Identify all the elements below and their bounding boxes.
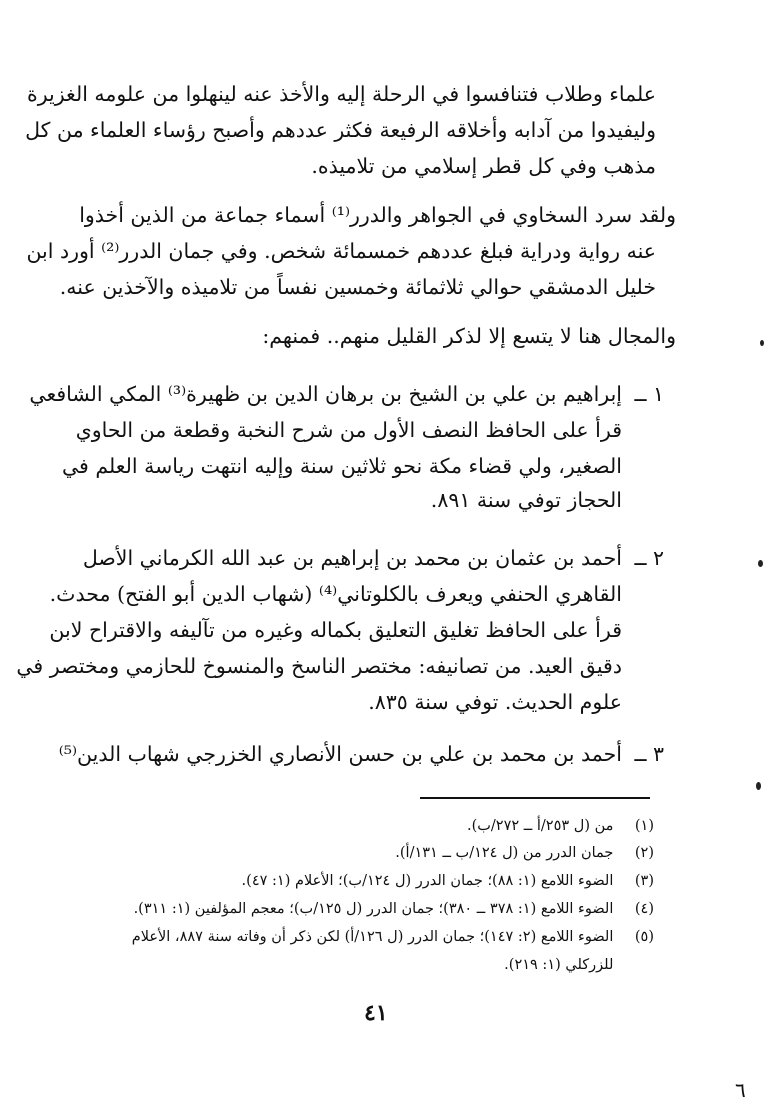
- text-line: دقيق العيد. من تصانيفه: مختصر الناسخ والمنسوخ للحازمي ومختصر في: [16, 654, 622, 678]
- footnote: [132, 929, 654, 945]
- text-line: والمجال هنا لا يتسع إلا لذكر القليل منهم.. فمنهم:: [262, 324, 676, 348]
- footnote: [242, 873, 654, 889]
- text-line: القاهري الحنفي ويعرف بالكلوتاني⁽⁴⁾ (شهاب الدين أبو الفتح) محدث.: [49, 582, 622, 606]
- entry-number: ٣ ــ: [634, 742, 664, 766]
- text-line: خليل الدمشقي حوالي ثلاثمائة وخمسين نفساً من تلاميذه والآخذين عنه.: [59, 275, 656, 299]
- footnote-text: الضوء اللامع (٢: ١٤٧)؛ جمان الدرر (ل ١٢٦/أ) لكن ذكر أن وفاته سنة ٨٨٧، الأعلام: [131, 929, 614, 945]
- entry-number: ٢ ــ: [634, 546, 664, 570]
- footnote-text: الضوء اللامع (١: ٣٧٨ ــ ٣٨٠)؛ جمان الدرر (ل ١٢٥/ب)؛ معجم المؤلفين (١: ٣١١).: [133, 901, 614, 917]
- text-line: علماء وطلاب فتنافسوا في الرحلة إليه والأخذ عنه لينهلوا من علومه الغزيرة: [26, 82, 656, 106]
- footnote: [504, 957, 654, 973]
- text-line: علوم الحديث. توفي سنة ٨٣٥.: [368, 690, 622, 714]
- text-line: وليفيدوا من آدابه وأخلاقه الرفيعة فكثر عددهم وأصبح رؤساء العلماء من كل: [25, 118, 656, 142]
- corner-mark: ٦: [735, 1078, 746, 1102]
- text-line: الحجاز توفي سنة ٨٩١.: [430, 488, 622, 512]
- footnote-number: (١): [634, 818, 654, 834]
- footnote-number: (٢): [634, 845, 654, 861]
- footnote-text: جمان الدرر من (ل ١٢٤/ب ــ ١٣١/أ).: [395, 845, 614, 861]
- second-paragraph: [26, 203, 676, 305]
- footnote-text: للزركلي (١: ٢١٩).: [504, 957, 614, 973]
- page-number: ٤١: [364, 1000, 388, 1026]
- scan-speck: [760, 340, 764, 346]
- intro-paragraph: [25, 82, 656, 184]
- footnote-divider: [420, 797, 650, 799]
- text-line: الصغير، ولي قضاء مكة نحو ثلاثين سنة وإليه انتهت رياسة العلم في: [61, 454, 622, 478]
- footnote: [467, 818, 654, 834]
- text-line: قرأ على الحافظ النصف الأول من شرح النخبة وقطعة من الحاوي: [75, 418, 622, 442]
- text-line: عنه رواية ودراية فبلغ عددهم خمسمائة شخص. وفي جمان الدرر⁽²⁾ أورد ابن: [26, 239, 656, 263]
- footnote-number: (٣): [634, 873, 654, 889]
- text-line: ولقد سرد السخاوي في الجواهر والدرر⁽¹⁾ أسماء جماعة من الذين أخذوا: [79, 203, 676, 227]
- third-paragraph: [86, 324, 676, 356]
- text-line: أحمد بن محمد بن علي بن حسن الأنصاري الخزرجي شهاب الدين⁽⁵⁾: [58, 742, 622, 766]
- footnote: [395, 845, 654, 861]
- scan-speck: [758, 560, 763, 567]
- footnote-text: من (ل ٢٥٣/أ ــ ٢٧٢/ب).: [466, 818, 614, 834]
- scan-speck: [756, 782, 761, 790]
- entry-number: ١ ــ: [634, 382, 664, 406]
- text-line: أحمد بن عثمان بن محمد بن إبراهيم بن عبد الله الكرماني الأصل: [82, 546, 622, 570]
- text-line: قرأ على الحافظ تغليق التعليق بكماله وغيره من تآليفه والاقتراح لابن: [49, 618, 622, 642]
- text-line: مذهب وفي كل قطر إسلامي من تلاميذه.: [311, 154, 656, 178]
- footnote-number: (٤): [634, 901, 654, 917]
- text-line: إبراهيم بن علي بن الشيخ بن برهان الدين بن ظهيرة⁽³⁾ المكي الشافعي: [29, 382, 622, 406]
- footnote-text: الضوء اللامع (١: ٨٨)؛ جمان الدرر (ل ١٢٤/ب)؛ الأعلام (١: ٤٧).: [241, 873, 614, 889]
- footnote-number: (٥): [634, 929, 654, 945]
- footnote: [134, 901, 654, 917]
